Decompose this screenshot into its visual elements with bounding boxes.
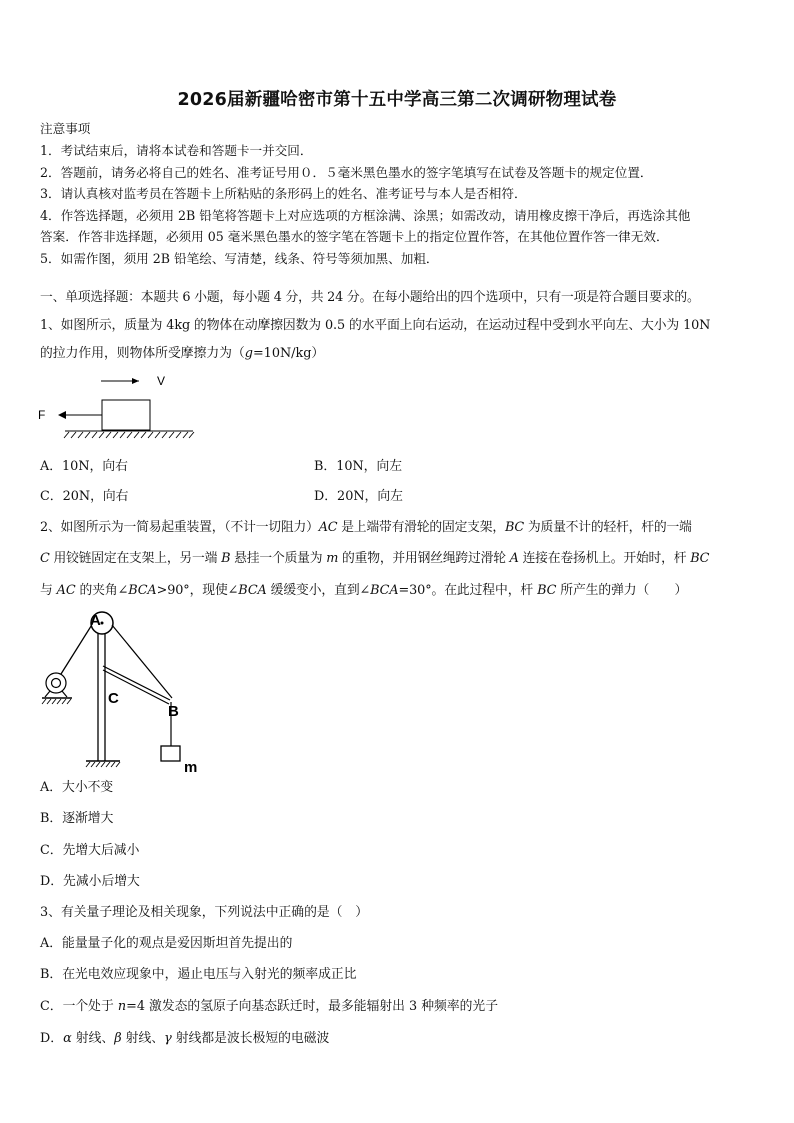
hinge-c-label: C	[108, 690, 119, 707]
notice-heading: 注意事项	[40, 121, 91, 136]
notice-item: 3．请认真核对监考员在答题卡上所粘贴的条形码上的姓名、准考证号与本人是否相符．	[40, 186, 527, 201]
option-1c[interactable]: C．20N，向右	[40, 489, 129, 504]
question-2-stem: 2、如图所示为一简易起重装置，（不计一切阻力）AC 是上端带有滑轮的固定支架，BC 为质量不计的轻杆，杆的一端	[40, 520, 692, 535]
notice-item: 2．答题前，请务必将自己的姓名、准考证号用０．５毫米黑色墨水的签字笔填写在试卷及答题卡的规定位置．	[40, 165, 653, 180]
crane-diagram	[40, 606, 210, 776]
option-3d[interactable]: D．α 射线、β 射线、γ 射线都是波长极短的电磁波	[40, 1031, 330, 1046]
question-1-stem: 1、如图所示，质量为 4kg 的物体在动摩擦因数为 0.5 的水平面上向右运动，在运动过程中受到水平向左、大小为 10N	[40, 318, 711, 333]
section-heading: 一、单项选择题：本题共 6 小题，每小题 4 分，共 24 分。在每小题给出的四个选项中，只有一项是符合题目要求的。	[40, 290, 700, 305]
page-title: 2026届新疆哈密市第十五中学高三第二次调研物理试卷	[177, 90, 617, 110]
option-1d[interactable]: D．20N，向左	[314, 489, 403, 504]
notice-item: 答案．作答非选择题，必须用 05 毫米黑色墨水的签字笔在答题卡上的指定位置作答，在其他位置作答一律无效．	[40, 229, 669, 244]
block-on-surface-diagram	[36, 372, 206, 444]
notice-item: 1．考试结束后，请将本试卷和答题卡一并交回．	[40, 143, 313, 158]
option-3b[interactable]: B．在光电效应现象中，遏止电压与入射光的频率成正比	[40, 967, 357, 982]
option-2c[interactable]: C．先增大后减小	[40, 843, 140, 858]
force-label: F	[38, 408, 46, 422]
velocity-label: V	[157, 374, 166, 388]
end-b-label: B	[168, 703, 179, 720]
option-3c[interactable]: C．一个处于 n=4 激发态的氢原子向基态跃迁时，最多能辐射出 3 种频率的光子	[40, 999, 499, 1014]
option-2d[interactable]: D．先减小后增大	[40, 874, 140, 889]
notice-item: 4．作答选择题，必须用 2B 铅笔将答题卡上对应选项的方框涂满、涂黑；如需改动，请用橡皮擦干净后，再选涂其他	[40, 208, 691, 223]
question-1-stem-cont: 的拉力作用，则物体所受摩擦力为（g=10N/kg）	[40, 346, 325, 361]
question-2-stem-cont: C 用铰链固定在支架上，另一端 B 悬挂一个质量为 m 的重物，并用钢丝绳跨过滑轮 A 连接在卷扬机上。开始时，杆 BC	[40, 551, 710, 566]
option-2a[interactable]: A．大小不变	[40, 780, 114, 795]
notice-item: 5．如需作图，须用 2B 铅笔绘、写清楚，线条、符号等须加黑、加粗．	[40, 251, 439, 266]
pulley-a-label: A	[90, 612, 101, 629]
question-3-stem: 3、有关量子理论及相关现象，下列说法中正确的是（ ）	[40, 905, 369, 920]
option-3a[interactable]: A．能量量子化的观点是爱因斯坦首先提出的	[40, 936, 293, 951]
option-1b[interactable]: B．10N，向左	[314, 459, 403, 474]
mass-m-label: m	[184, 759, 198, 776]
question-2-stem-cont: 与 AC 的夹角∠BCA>90°，现使∠BCA 缓缓变小，直到∠BCA=30°。在此过程中，杆 BC 所产生的弹力（ ）	[40, 583, 688, 598]
option-1a[interactable]: A．10N，向右	[40, 459, 128, 474]
option-2b[interactable]: B．逐渐增大	[40, 811, 114, 826]
